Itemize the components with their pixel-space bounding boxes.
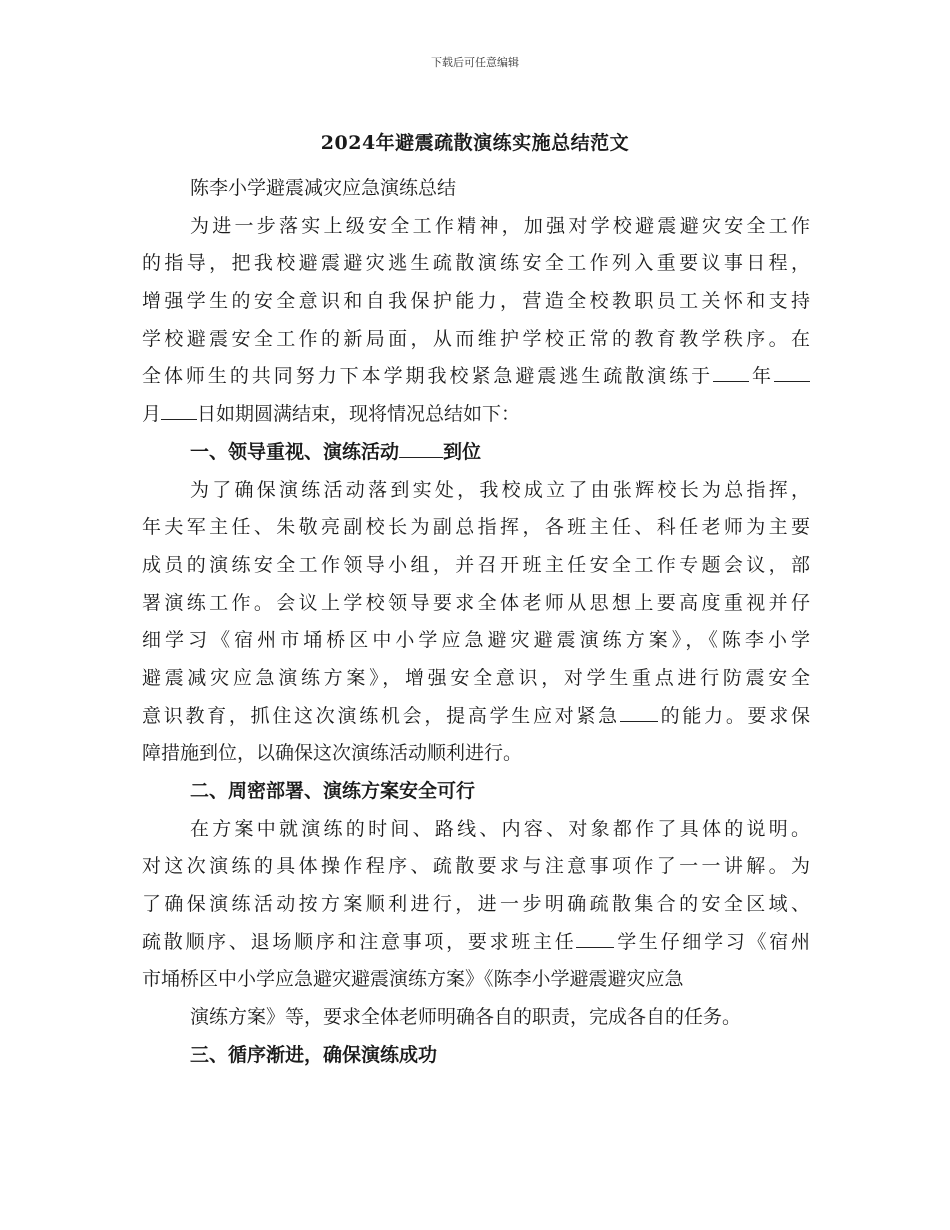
blank-underline [576, 931, 614, 948]
paragraph-line [142, 358, 810, 396]
subtitle-line: 陈李小学避震减灾应急演练总结 [190, 177, 457, 199]
paragraph-line: 为进一步落实上级安全工作精神，加强对学校避震避灾安全工作 [190, 214, 810, 237]
paragraph-line: 年夫军主任、朱敬亮副校长为副总指挥，各班主任、科任老师为主要 [142, 516, 810, 539]
text-segment: 年 [749, 365, 774, 388]
paragraph-line: 增强学生的安全意识和自我保护能力，营造全校教职员工关怀和支持 [142, 290, 810, 313]
paragraph-line: 市埇桥区中小学应急避灾避震演练方案》《陈李小学避震避灾应急 [142, 968, 684, 991]
paragraph-line: 为了确保演练活动落到实处，我校成立了由张辉校长为总指挥， [190, 478, 810, 501]
paragraph-line [142, 924, 810, 962]
text-segment: 到位 [443, 440, 482, 463]
document-body [142, 170, 810, 1075]
blank-underline [399, 441, 443, 458]
section-heading [142, 434, 810, 472]
text-segment: 月 [142, 403, 162, 426]
paragraph-line: 成员的演练安全工作领导小组，并召开班主任安全工作专题会议，部 [142, 553, 810, 576]
text-segment: 日如期圆满结束，现将情况总结如下： [197, 403, 521, 426]
paragraph-line [142, 396, 810, 434]
paragraph-line: 演练方案》等，要求全体老师明确各自的职责，完成各自的任务。 [190, 1006, 742, 1029]
paragraph-line: 在方案中就演练的时间、路线、内容、对象都作了具体的说明。 [190, 817, 810, 840]
paragraph-line: 学校避震安全工作的新局面，从而维护学校正常的教育教学秩序。在 [142, 327, 810, 350]
section-heading: 三、循序渐进，确保演练成功 [190, 1043, 438, 1066]
paragraph-line: 对这次演练的具体操作程序、疏散要求与注意事项作了一一讲解。为 [142, 855, 810, 878]
text-segment: 疏散顺序、退场顺序和注意事项，要求班主任 [142, 930, 577, 953]
blank-underline [774, 365, 810, 382]
paragraph-line: 障措施到位，以确保这次演练活动顺利进行。 [142, 742, 523, 765]
header-note: 下载后可任意编辑 [431, 56, 519, 69]
blank-underline [713, 365, 749, 382]
text-segment: 一、领导重视、演练活动 [190, 440, 400, 463]
blank-underline [161, 403, 197, 420]
blank-underline [620, 705, 658, 722]
paragraph-line: 了确保演练活动按方案顺利进行，进一步明确疏散集合的安全区域、 [142, 893, 810, 916]
text-segment: 学生仔细学习《宿州 [614, 930, 810, 953]
document-title: 2024年避震疏散演练实施总结范文 [320, 132, 630, 154]
paragraph-line: 的指导，把我校避震避灾逃生疏散演练安全工作列入重要议事日程， [142, 252, 810, 275]
paragraph-line: 细学习《宿州市埇桥区中小学应急避灾避震演练方案》，《陈李小学 [142, 629, 810, 652]
text-segment: 意识教育，抓住这次演练机会，提高学生应对紧急 [142, 704, 620, 727]
paragraph-line: 署演练工作。会议上学校领导要求全体老师从思想上要高度重视并仔 [142, 591, 810, 614]
section-heading: 二、周密部署、演练方案安全可行 [190, 780, 476, 802]
text-segment: 全体师生的共同努力下本学期我校紧急避震逃生疏散演练于 [142, 365, 714, 388]
paragraph-line: 避震减灾应急演练方案》，增强安全意识，对学生重点进行防震安全 [142, 666, 810, 689]
text-segment: 的能力。要求保 [657, 704, 810, 727]
paragraph-line [142, 698, 810, 736]
